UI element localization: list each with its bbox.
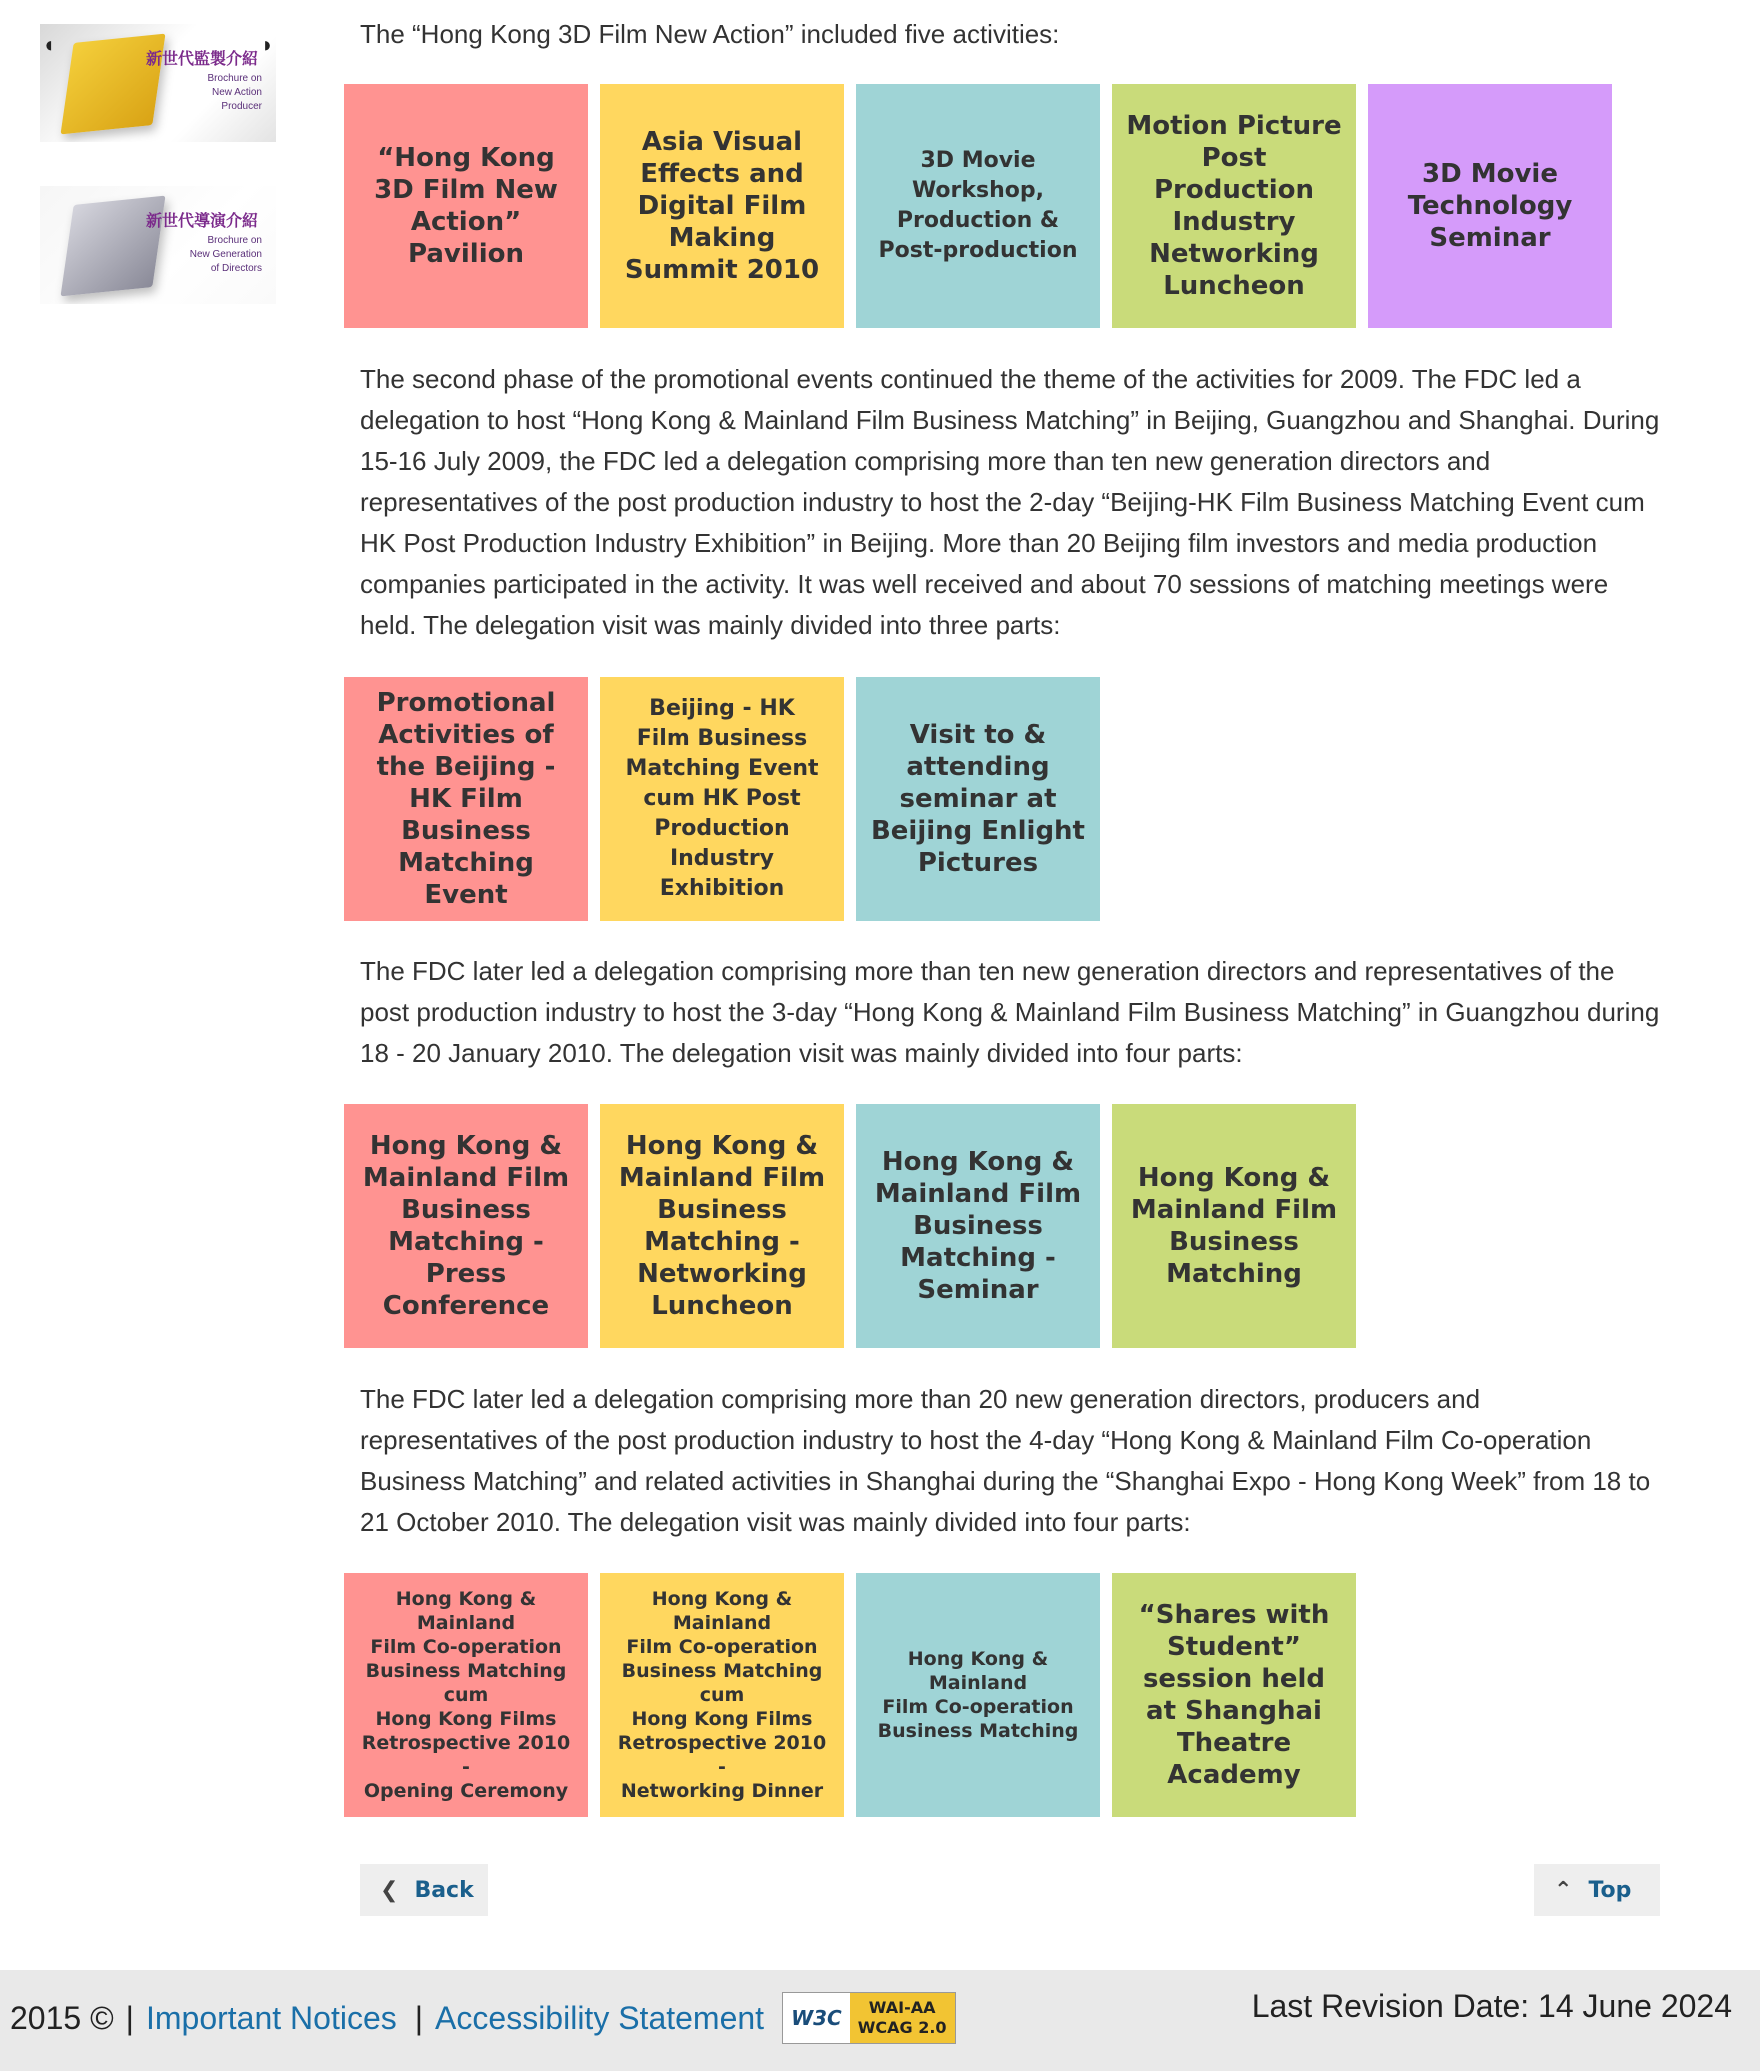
tile-3d-pavilion[interactable]: “Hong Kong 3D Film New Action” Pavilion	[344, 84, 588, 328]
top-button[interactable]	[1534, 1864, 1660, 1916]
shanghai-paragraph: The FDC later led a delegation comprising more than 20 new generation directors, producers and representatives of the post production industry to host the 4-day “Hong Kong & Mainland Film Co-operation Business Matching” and related activities in Shanghai during the “Shanghai Expo - Hong Kong Week” from 18 to 21 October 2010. The delegation visit was mainly divided into four parts:	[360, 1384, 1651, 1537]
copyright: 2015 ©	[10, 1999, 114, 2036]
tile-networking-dinner[interactable]: Hong Kong & Mainland Film Co-operation Business Matching cum Hong Kong Films Retrospective 2010 - Networking Dinner	[600, 1573, 844, 1817]
tile-opening-ceremony[interactable]: Hong Kong & Mainland Film Co-operation Business Matching cum Hong Kong Films Retrospective 2010 - Opening Ceremony	[344, 1573, 588, 1817]
footer	[0, 1970, 1760, 2071]
brochure-subtitle: Brochure on New Generation of Directors	[189, 235, 262, 274]
brochure-new-action-producer[interactable]	[40, 24, 276, 142]
film-reel-icon: ◖	[42, 32, 56, 57]
brochure-title: 新世代監製介紹	[145, 49, 258, 68]
chevron-left-icon: ❮	[380, 1877, 399, 1903]
phase-two-paragraph: The second phase of the promotional events continued the theme of the activities for 2009. The FDC led a delegation to host “Hong Kong & Mainland Film Business Matching” in Beijing, Guangzhou and Shanghai. During 15-16 July 2009, the FDC led a delegation comprising more than ten new generation directors and representatives of the post production industry to host the 2-day “Beijing-HK Film Business Matching Event cum HK Post Production Industry Exhibition” in Beijing. More than 20 Beijing film investors and media production companies participated in the activity. It was well received and about 70 sessions of matching meetings were held. The delegation visit was mainly divided into three parts:	[360, 364, 1660, 640]
tile-3d-technology-seminar[interactable]: 3D Movie Technology Seminar	[1368, 84, 1612, 328]
activity-tiles-3	[344, 1104, 1356, 1348]
activity-tiles-4	[344, 1573, 1356, 1817]
tile-3d-workshop[interactable]: 3D Movie Workshop, Production & Post-production	[856, 84, 1100, 328]
w3c-logo: W3C	[791, 2006, 842, 2030]
tile-shares-with-student[interactable]: “Shares with Student” session held at Shanghai Theatre Academy	[1112, 1573, 1356, 1817]
tile-press-conference[interactable]: Hong Kong & Mainland Film Business Matching - Press Conference	[344, 1104, 588, 1348]
tile-beijing-exhibition[interactable]: Beijing - HK Film Business Matching Event cum HK Post Production Industry Exhibition	[600, 677, 844, 921]
top-label: Top	[1588, 1877, 1632, 1903]
chevron-up-icon: ⌃	[1554, 1877, 1573, 1903]
tile-beijing-enlight[interactable]: Visit to & attending seminar at Beijing Enlight Pictures	[856, 677, 1100, 921]
separator: |	[414, 1999, 424, 2036]
tile-networking-luncheon[interactable]: Hong Kong & Mainland Film Business Matching - Networking Luncheon	[600, 1104, 844, 1348]
intro-paragraph: The “Hong Kong 3D Film New Action” included five activities:	[360, 19, 1060, 49]
brochure-new-generation-directors[interactable]	[40, 186, 276, 304]
brochure-title: 新世代導演介紹	[145, 211, 258, 230]
separator: |	[125, 1999, 134, 2036]
guangzhou-paragraph: The FDC later led a delegation comprising more than ten new generation directors and representatives of the post production industry to host the 3-day “Hong Kong & Mainland Film Business Matching” in Guangzhou during 18 - 20 January 2010. The delegation visit was mainly divided into four parts:	[360, 956, 1660, 1068]
film-reel-icon: ◗	[260, 32, 274, 57]
wcag-label: WAI-AA WCAG 2.0	[850, 1993, 955, 2043]
footer-links	[10, 1992, 956, 2044]
wcag-badge[interactable]	[782, 1992, 955, 2044]
tile-seminar[interactable]: Hong Kong & Mainland Film Business Matching - Seminar	[856, 1104, 1100, 1348]
accessibility-statement-link[interactable]: Accessibility Statement	[435, 1999, 765, 2036]
tile-co-operation-matching[interactable]: Hong Kong & Mainland Film Co-operation Business Matching	[856, 1573, 1100, 1817]
sidebar	[40, 24, 280, 348]
brochure-subtitle: Brochure on New Action Producer	[207, 73, 262, 112]
tile-business-matching[interactable]: Hong Kong & Mainland Film Business Matching	[1112, 1104, 1356, 1348]
back-button[interactable]	[360, 1864, 488, 1916]
tile-post-production-luncheon[interactable]: Motion Picture Post Production Industry Networking Luncheon	[1112, 84, 1356, 328]
tile-asia-vfx-summit[interactable]: Asia Visual Effects and Digital Film Making Summit 2010	[600, 84, 844, 328]
important-notices-link[interactable]: Important Notices	[145, 1999, 397, 2036]
activity-tiles-2	[344, 677, 1100, 921]
activity-tiles-1	[344, 84, 1612, 328]
back-label: Back	[414, 1877, 474, 1903]
last-revision-date: Last Revision Date: 14 June 2024	[1251, 1988, 1732, 2024]
tile-beijing-promotional[interactable]: Promotional Activities of the Beijing - HK Film Business Matching Event	[344, 677, 588, 921]
